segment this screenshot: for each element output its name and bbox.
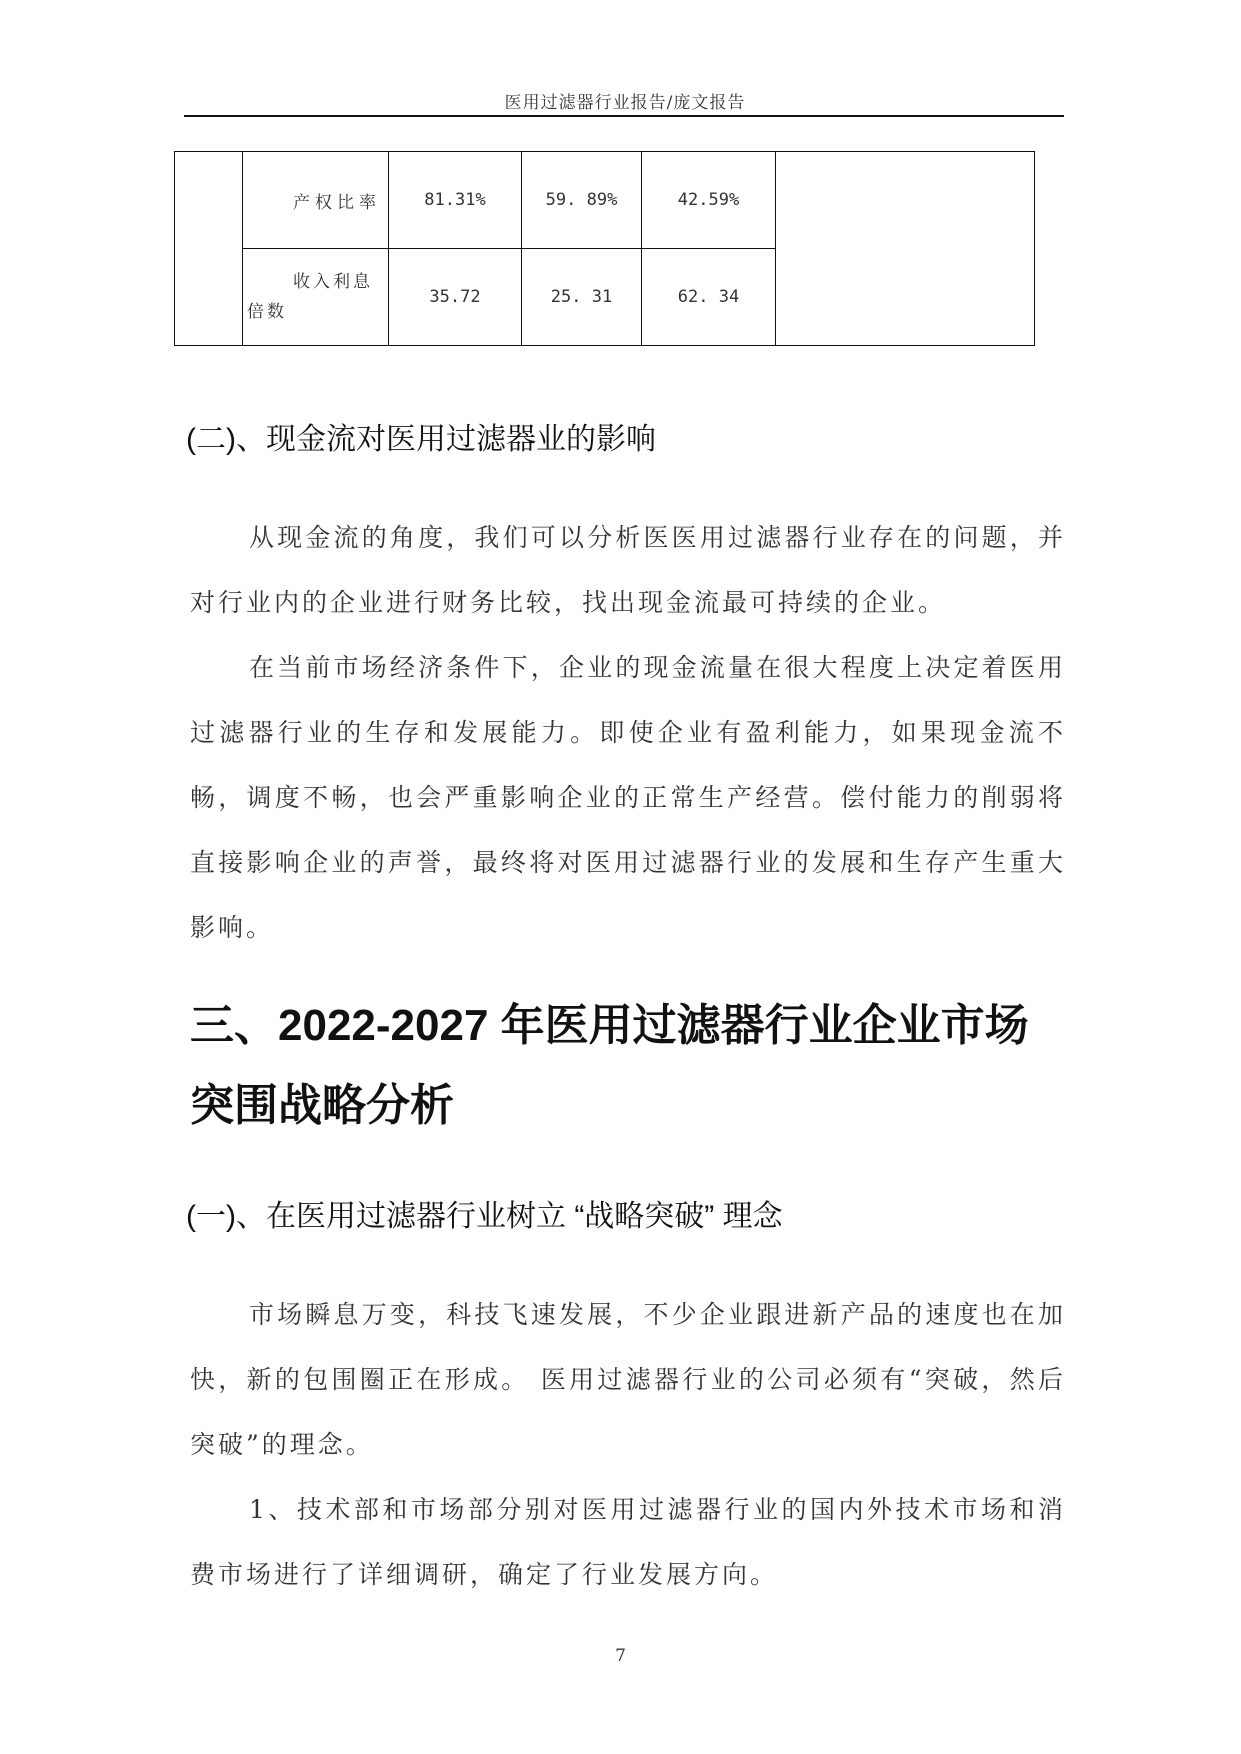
body-text: [190, 505, 1066, 960]
table-blank-cell: [175, 152, 243, 346]
table-cell: 42.59%: [642, 152, 776, 249]
table-blank-cell: [776, 152, 1035, 346]
header-rule: [184, 115, 1064, 117]
section-heading: (一)、在医用过滤器行业树立 “战略突破” 理念: [186, 1200, 783, 1233]
table-cell: 59. 89%: [522, 152, 642, 249]
running-header: 医用过滤器行业报告/庞文报告: [504, 93, 746, 113]
table-cell: 62. 34: [642, 249, 776, 346]
paragraph: 从现金流的角度，我们可以分析医医用过滤器行业存在的问题，并对行业内的企业进行财务比较，找出现金流最可持续的企业。: [190, 523, 1066, 617]
table-cell: 81.31%: [389, 152, 522, 249]
table-row-label: 产权比率: [243, 152, 389, 249]
table-row: [175, 152, 1035, 249]
chapter-heading-line2: 突围战略分析: [190, 1081, 454, 1130]
paragraph: 1、技术部和市场部分别对医用过滤器行业的国内外技术市场和消费市场进行了详细调研，确定了行业发展方向。: [190, 1495, 1066, 1589]
table-cell: 25. 31: [522, 249, 642, 346]
paragraph: 在当前市场经济条件下，企业的现金流量在很大程度上决定着医用过滤器行业的生存和发展能力。即使企业有盈利能力，如果现金流不畅，调度不畅，也会严重影响企业的正常生产经营。偿付能力的削弱将直接影响企业的声誉，最终将对医用过滤器行业的发展和生存产生重大影响。: [190, 653, 1066, 942]
table-row-label-line2: 倍数: [247, 302, 287, 322]
table-row-label-line1: 收入利息: [293, 272, 373, 292]
table-cell: 35.72: [389, 249, 522, 346]
paragraph: 市场瞬息万变，科技飞速发展，不少企业跟进新产品的速度也在加快，新的包围圈正在形成。 医用过滤器行业的公司必须有“突破，然后突破”的理念。: [190, 1300, 1066, 1459]
table-row-label: [243, 249, 389, 346]
section-heading: (二)、现金流对医用过滤器业的影响: [186, 423, 656, 456]
chapter-heading: [190, 986, 1029, 1146]
chapter-heading-line1: 三、2022-2027 年医用过滤器行业企业市场: [190, 1001, 1029, 1050]
body-text: [190, 1282, 1066, 1607]
financial-ratio-table: [174, 151, 1035, 346]
page-number: 7: [615, 1646, 626, 1666]
